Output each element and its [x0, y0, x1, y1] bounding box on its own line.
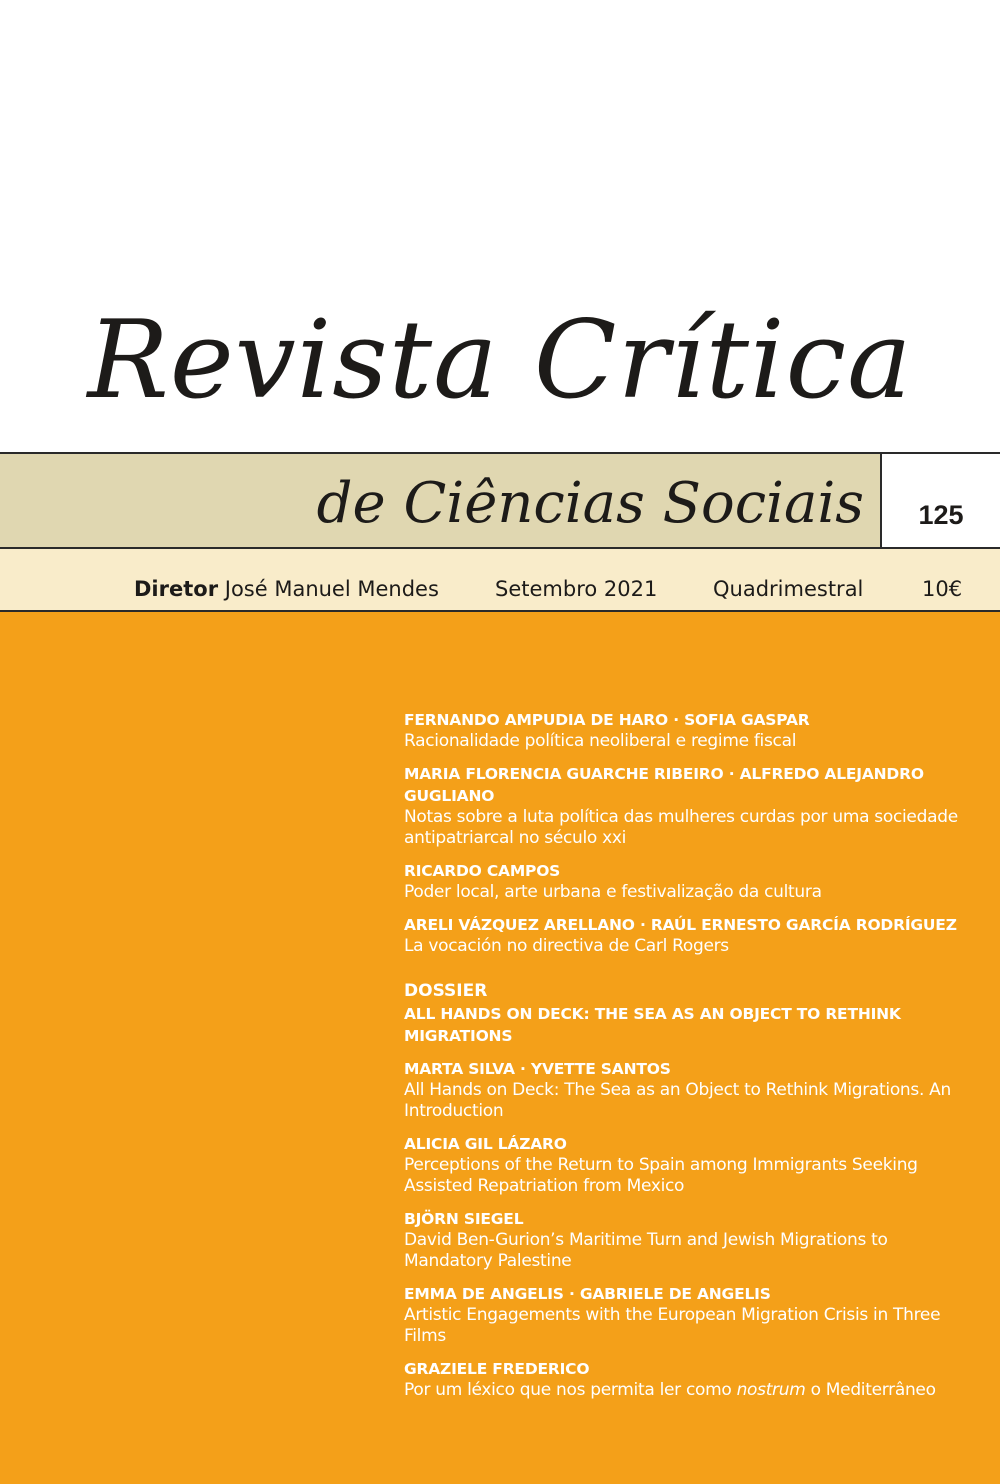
price: 10€	[922, 577, 963, 601]
article-authors: FERNANDO AMPUDIA DE HARO · SOFIA GASPAR	[404, 711, 810, 729]
dossier-article-entry	[404, 1058, 964, 1122]
article-authors: RICARDO CAMPOS	[404, 862, 561, 880]
dossier-label: DOSSIER	[404, 981, 488, 1001]
article-entry	[404, 860, 964, 903]
article-authors: ALICIA GIL LÁZARO	[404, 1135, 567, 1153]
dossier-article-entry	[404, 1133, 964, 1197]
publication-frequency: Quadrimestral	[713, 577, 864, 601]
contents-panel	[0, 612, 1000, 1484]
article-authors: BJÖRN SIEGEL	[404, 1210, 524, 1228]
article-title-italic: nostrum	[736, 1380, 806, 1400]
article-title: La vocación no directiva de Carl Rogers	[404, 936, 729, 956]
article-authors: MARIA FLORENCIA GUARCHE RIBEIRO · ALFREDO ALEJANDRO GUGLIANO	[404, 765, 924, 805]
dossier-article-entry	[404, 1283, 964, 1347]
table-of-contents	[404, 709, 964, 1412]
article-title: Notas sobre a luta política das mulheres curdas por uma sociedade antipatriarcal no século xxi	[404, 807, 958, 848]
issue-box	[880, 454, 1000, 547]
article-title: David Ben-Gurion’s Maritime Turn and Jewish Migrations to Mandatory Palestine	[404, 1230, 888, 1271]
dossier-title: ALL HANDS ON DECK: THE SEA AS AN OBJECT TO RETHINK MIGRATIONS	[404, 1005, 901, 1045]
article-title: Poder local, arte urbana e festivalização da cultura	[404, 882, 822, 902]
article-title: All Hands on Deck: The Sea as an Object to Rethink Migrations. An Introduction	[404, 1080, 951, 1121]
dossier-article-entry	[404, 1208, 964, 1272]
dossier-article-entry	[404, 1358, 964, 1401]
article-authors: GRAZIELE FREDERICO	[404, 1360, 590, 1378]
director-credit	[134, 577, 439, 601]
article-title: Perceptions of the Return to Spain among Immigrants Seeking Assisted Repatriation from Mexico	[404, 1155, 918, 1196]
article-authors: MARTA SILVA · YVETTE SANTOS	[404, 1060, 671, 1078]
journal-title: Revista Crítica	[87, 298, 913, 423]
article-authors: ARELI VÁZQUEZ ARELLANO · RAÚL ERNESTO GARCÍA RODRÍGUEZ	[404, 916, 957, 934]
article-entry	[404, 914, 964, 957]
article-title-start: Por um léxico que nos permita ler como	[404, 1380, 737, 1400]
article-authors: EMMA DE ANGELIS · GABRIELE DE ANGELIS	[404, 1285, 771, 1303]
article-title: Artistic Engagements with the European Migration Crisis in Three Films	[404, 1305, 941, 1346]
issue-number: 125	[918, 500, 964, 530]
article-title-end: o Mediterrâneo	[805, 1380, 936, 1400]
article-title: Racionalidade política neoliberal e regime fiscal	[404, 731, 797, 751]
director-name: José Manuel Mendes	[224, 577, 439, 601]
article-entry	[404, 763, 964, 849]
info-bar	[0, 549, 1000, 612]
article-title	[404, 1380, 964, 1401]
cover-top	[0, 0, 1000, 452]
issue-date: Setembro 2021	[495, 577, 658, 601]
director-label: Diretor	[134, 577, 219, 601]
journal-subtitle: de Ciências Sociais	[316, 471, 864, 536]
subtitle-band	[0, 452, 1000, 549]
article-entry	[404, 709, 964, 752]
